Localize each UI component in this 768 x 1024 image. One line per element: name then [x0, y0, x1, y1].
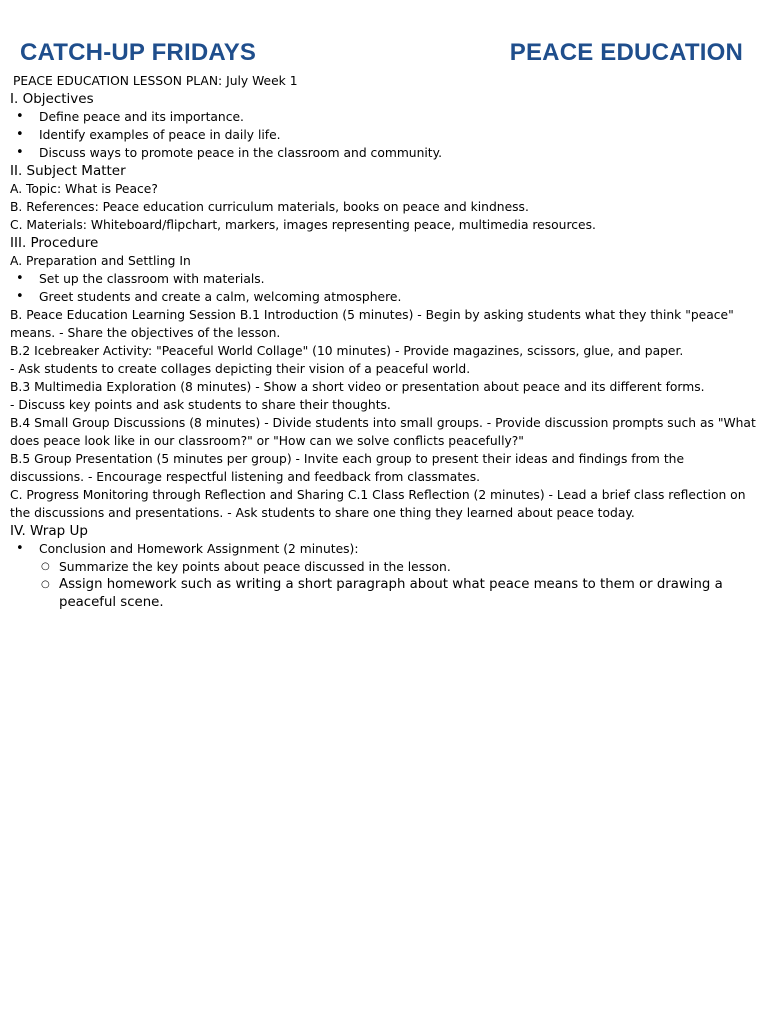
procedure-b2: B.2 Icebreaker Activity: "Peaceful World Collage" (10 minutes) - Provide magazines, scissors, glue, and paper.	[10, 344, 684, 358]
header-catch-up-fridays: CATCH-UP FRIDAYS	[20, 39, 257, 66]
procedure-heading: III. Procedure	[10, 235, 99, 251]
circle-bullet-icon: ○	[41, 579, 50, 590]
bullet-icon: •	[16, 109, 24, 124]
preparation-list	[10, 270, 758, 306]
circle-bullet-icon: ○	[41, 561, 50, 572]
wrap-up-sub-list	[10, 558, 758, 612]
subject-matter-heading: II. Subject Matter	[10, 163, 126, 179]
procedure-b5: B.5 Group Presentation (5 minutes per group) - Invite each group to present their ideas and findings from the discussions. - Encourage respectful listening and feedback from classmates.	[10, 452, 685, 484]
preparation-heading: A. Preparation and Settling In	[10, 254, 191, 268]
procedure-b1: B. Peace Education Learning Session B.1 Introduction (5 minutes) - Begin by asking students what they think "peace" means. - Share the objectives of the lesson.	[10, 308, 734, 340]
wrap-up-sub-item: ○ Assign homework such as writing a short paragraph about what peace means to them or drawing a peaceful scene.	[41, 577, 723, 610]
procedure-b3-continued: - Discuss key points and ask students to share their thoughts.	[10, 398, 391, 412]
subject-topic: A. Topic: What is Peace?	[10, 182, 158, 196]
bullet-icon: •	[16, 541, 24, 556]
subject-materials: C. Materials: Whiteboard/flipchart, markers, images representing peace, multimedia resources.	[10, 218, 596, 232]
procedure-b2-continued: - Ask students to create collages depicting their vision of a peaceful world.	[10, 362, 471, 376]
bullet-icon: •	[16, 145, 24, 160]
lesson-plan-title: PEACE EDUCATION LESSON PLAN: July Week 1	[13, 74, 298, 88]
preparation-item: • Greet students and create a calm, welcoming atmosphere.	[16, 289, 402, 304]
bullet-icon: •	[16, 271, 24, 286]
subject-references: B. References: Peace education curriculum materials, books on peace and kindness.	[10, 200, 529, 214]
objective-item: • Discuss ways to promote peace in the classroom and community.	[16, 145, 443, 160]
lesson-plan-document	[10, 72, 758, 612]
objective-item: • Identify examples of peace in daily life.	[16, 127, 281, 142]
wrap-up-item: • Conclusion and Homework Assignment (2 minutes):	[16, 541, 359, 556]
bullet-icon: •	[16, 289, 24, 304]
bullet-icon: •	[16, 127, 24, 142]
procedure-b4: B.4 Small Group Discussions (8 minutes) - Divide students into small groups. - Provide discussion prompts such as "What does peace look like in our classroom?" or "How can we solve conflicts peacefully?"	[10, 416, 756, 448]
wrap-up-list	[10, 540, 758, 558]
procedure-b3: B.3 Multimedia Exploration (8 minutes) - Show a short video or presentation about peace and its different forms.	[10, 380, 705, 394]
objectives-heading: I. Objectives	[10, 91, 94, 107]
wrap-up-heading: IV. Wrap Up	[10, 523, 88, 539]
objective-item: • Define peace and its importance.	[16, 109, 244, 124]
header-peace-education: PEACE EDUCATION	[509, 39, 743, 66]
wrap-up-sub-item: ○ Summarize the key points about peace discussed in the lesson.	[41, 560, 451, 574]
objectives-list	[10, 108, 758, 162]
preparation-item: • Set up the classroom with materials.	[16, 271, 265, 286]
procedure-c: C. Progress Monitoring through Reflection and Sharing C.1 Class Reflection (2 minutes) - Lead a brief class reflection on the discussions and presentations. - Ask students to share one thing they learned about peace today.	[10, 488, 746, 520]
